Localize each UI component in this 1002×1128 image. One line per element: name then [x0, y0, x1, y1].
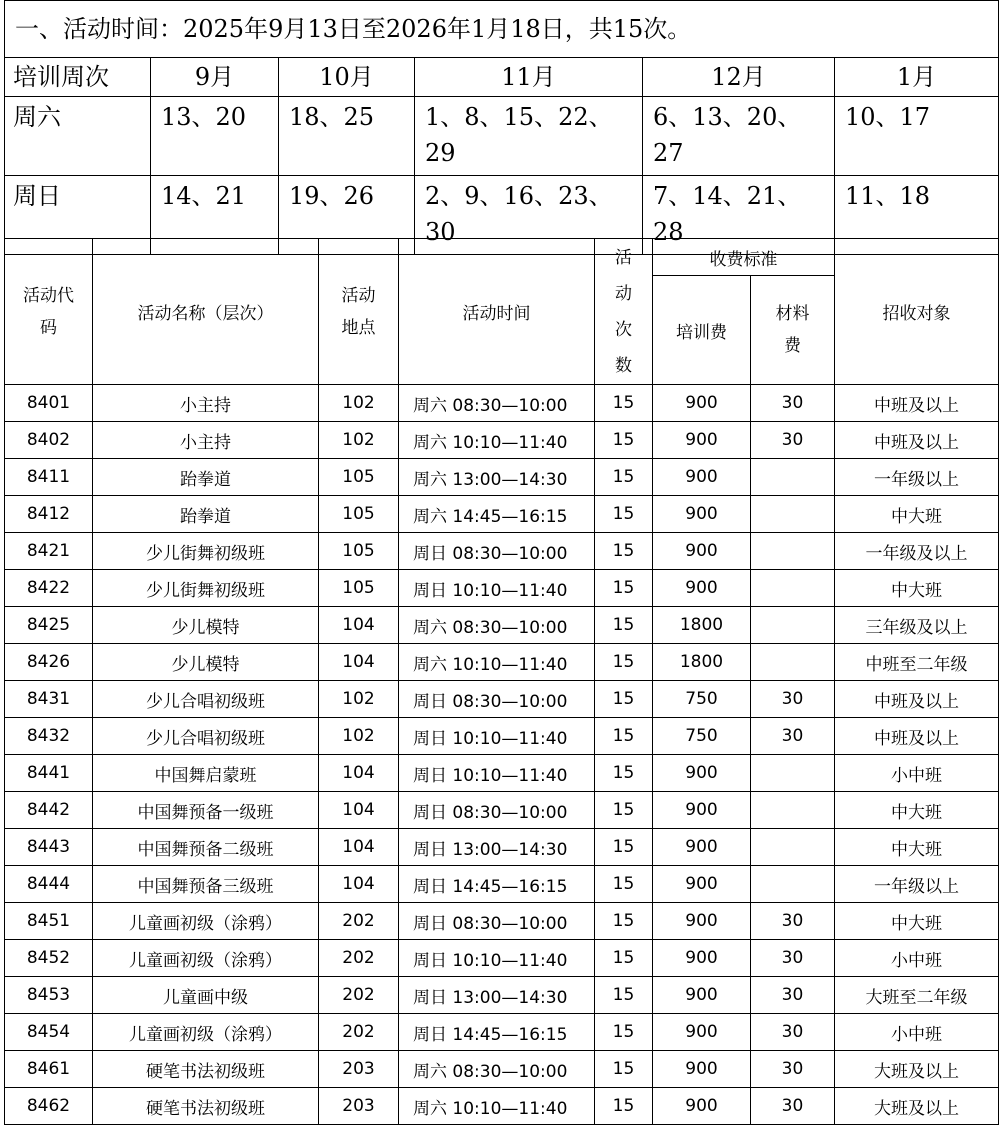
training-fee-cell: 900 [653, 903, 751, 940]
table-row [5, 422, 999, 459]
month-header: 12月 [643, 58, 835, 97]
day-label-saturday: 周六 [5, 97, 151, 176]
location-cell: 203 [319, 1088, 399, 1125]
material-fee-cell [751, 866, 835, 903]
target-cell: 小中班 [835, 1014, 999, 1051]
time-cell: 周六 10:10—11:40 [399, 644, 595, 681]
name-cell: 硬笔书法初级班 [93, 1088, 319, 1125]
time-cell: 周日 08:30—10:00 [399, 903, 595, 940]
day-label-sunday: 周日 [5, 176, 151, 255]
code-cell: 8422 [5, 570, 93, 607]
target-cell: 大班及以上 [835, 1088, 999, 1125]
header-material-fee [751, 276, 835, 385]
code-cell: 8461 [5, 1051, 93, 1088]
location-cell: 102 [319, 718, 399, 755]
sessions-cell: 15 [595, 681, 653, 718]
header-location-text: 活动地点 [341, 285, 376, 338]
time-cell: 周六 08:30—10:00 [399, 1051, 595, 1088]
material-fee-cell [751, 829, 835, 866]
table-row [5, 1014, 999, 1051]
sessions-cell: 15 [595, 533, 653, 570]
page-title: 一、活动时间：2025年9月13日至2026年1月18日，共15次。 [5, 1, 999, 58]
sessions-cell: 15 [595, 940, 653, 977]
location-cell: 104 [319, 866, 399, 903]
table-row [5, 533, 999, 570]
sessions-cell: 15 [595, 866, 653, 903]
target-cell: 中大班 [835, 792, 999, 829]
month-header: 10月 [279, 58, 415, 97]
code-cell: 8451 [5, 903, 93, 940]
sessions-cell: 15 [595, 829, 653, 866]
name-cell: 硬笔书法初级班 [93, 1051, 319, 1088]
code-cell: 8402 [5, 422, 93, 459]
table-row [5, 977, 999, 1014]
location-cell: 102 [319, 385, 399, 422]
code-cell: 8442 [5, 792, 93, 829]
code-cell: 8441 [5, 755, 93, 792]
time-cell: 周日 10:10—11:40 [399, 718, 595, 755]
code-cell: 8443 [5, 829, 93, 866]
header-sessions [595, 239, 653, 385]
training-fee-cell: 750 [653, 718, 751, 755]
time-cell: 周日 08:30—10:00 [399, 533, 595, 570]
location-cell: 203 [319, 1051, 399, 1088]
target-cell: 中大班 [835, 903, 999, 940]
location-cell: 202 [319, 1014, 399, 1051]
location-cell: 104 [319, 607, 399, 644]
training-fee-cell: 900 [653, 422, 751, 459]
schedule-header-label: 培训周次 [5, 58, 151, 97]
target-cell: 一年级以上 [835, 866, 999, 903]
training-fee-cell: 900 [653, 533, 751, 570]
location-cell: 105 [319, 459, 399, 496]
date-cell: 6、13、20、27 [643, 97, 835, 176]
time-cell: 周日 10:10—11:40 [399, 570, 595, 607]
time-cell: 周六 13:00—14:30 [399, 459, 595, 496]
material-fee-cell: 30 [751, 422, 835, 459]
training-fee-cell: 900 [653, 1088, 751, 1125]
code-cell: 8412 [5, 496, 93, 533]
training-fee-cell: 900 [653, 496, 751, 533]
table-row [5, 681, 999, 718]
material-fee-cell: 30 [751, 977, 835, 1014]
location-cell: 104 [319, 644, 399, 681]
code-cell: 8411 [5, 459, 93, 496]
material-fee-cell: 30 [751, 903, 835, 940]
name-cell: 少儿街舞初级班 [93, 533, 319, 570]
course-table [4, 238, 999, 1125]
code-cell: 8462 [5, 1088, 93, 1125]
code-cell: 8454 [5, 1014, 93, 1051]
table-row [5, 570, 999, 607]
table-row [5, 496, 999, 533]
sessions-cell: 15 [595, 903, 653, 940]
date-cell: 13、20 [151, 97, 279, 176]
target-cell: 小中班 [835, 940, 999, 977]
code-cell: 8431 [5, 681, 93, 718]
code-cell: 8421 [5, 533, 93, 570]
header-target: 招收对象 [835, 239, 999, 385]
schedule-table [4, 0, 999, 255]
name-cell: 小主持 [93, 422, 319, 459]
table-row [5, 607, 999, 644]
table-row [5, 903, 999, 940]
location-cell: 202 [319, 940, 399, 977]
table-row [5, 829, 999, 866]
header-sessions-text: 活动次数 [615, 247, 632, 376]
sessions-cell: 15 [595, 496, 653, 533]
target-cell: 中班及以上 [835, 681, 999, 718]
sessions-cell: 15 [595, 1014, 653, 1051]
course-rows [5, 385, 999, 1125]
training-fee-cell: 900 [653, 459, 751, 496]
name-cell: 中国舞启蒙班 [93, 755, 319, 792]
target-cell: 一年级及以上 [835, 533, 999, 570]
target-cell: 大班至二年级 [835, 977, 999, 1014]
date-cell: 1、8、15、22、29 [415, 97, 643, 176]
code-cell: 8432 [5, 718, 93, 755]
location-cell: 104 [319, 792, 399, 829]
training-fee-cell: 900 [653, 570, 751, 607]
sessions-cell: 15 [595, 1051, 653, 1088]
training-fee-cell: 900 [653, 829, 751, 866]
name-cell: 儿童画中级 [93, 977, 319, 1014]
material-fee-cell: 30 [751, 681, 835, 718]
location-cell: 102 [319, 422, 399, 459]
table-row [5, 755, 999, 792]
location-cell: 202 [319, 903, 399, 940]
code-cell: 8444 [5, 866, 93, 903]
location-cell: 102 [319, 681, 399, 718]
target-cell: 中班至二年级 [835, 644, 999, 681]
date-cell: 7、14、21、28 [643, 176, 835, 255]
training-fee-cell: 900 [653, 385, 751, 422]
training-fee-cell: 900 [653, 792, 751, 829]
name-cell: 儿童画初级（涂鸦） [93, 903, 319, 940]
name-cell: 中国舞预备三级班 [93, 866, 319, 903]
name-cell: 少儿合唱初级班 [93, 681, 319, 718]
location-cell: 105 [319, 496, 399, 533]
time-cell: 周日 13:00—14:30 [399, 829, 595, 866]
time-cell: 周六 14:45—16:15 [399, 496, 595, 533]
sessions-cell: 15 [595, 570, 653, 607]
name-cell: 小主持 [93, 385, 319, 422]
time-cell: 周六 08:30—10:00 [399, 607, 595, 644]
time-cell: 周日 13:00—14:30 [399, 977, 595, 1014]
time-cell: 周日 14:45—16:15 [399, 1014, 595, 1051]
material-fee-cell [751, 496, 835, 533]
name-cell: 少儿模特 [93, 644, 319, 681]
material-fee-cell: 30 [751, 1051, 835, 1088]
table-row [5, 718, 999, 755]
table-row [5, 459, 999, 496]
date-cell: 11、18 [835, 176, 999, 255]
table-row [5, 644, 999, 681]
time-cell: 周日 08:30—10:00 [399, 792, 595, 829]
material-fee-cell: 30 [751, 940, 835, 977]
sessions-cell: 15 [595, 644, 653, 681]
training-fee-cell: 900 [653, 1014, 751, 1051]
date-cell: 2、9、16、23、30 [415, 176, 643, 255]
time-cell: 周六 08:30—10:00 [399, 385, 595, 422]
month-header: 11月 [415, 58, 643, 97]
location-cell: 104 [319, 829, 399, 866]
time-cell: 周日 10:10—11:40 [399, 755, 595, 792]
sessions-cell: 15 [595, 977, 653, 1014]
sessions-cell: 15 [595, 718, 653, 755]
name-cell: 儿童画初级（涂鸦） [93, 940, 319, 977]
sessions-cell: 15 [595, 792, 653, 829]
time-cell: 周日 14:45—16:15 [399, 866, 595, 903]
header-location [319, 239, 399, 385]
sessions-cell: 15 [595, 755, 653, 792]
sessions-cell: 15 [595, 422, 653, 459]
header-fee-group: 收费标准 [653, 239, 835, 276]
name-cell: 跆拳道 [93, 459, 319, 496]
table-row [5, 1051, 999, 1088]
material-fee-cell: 30 [751, 1014, 835, 1051]
material-fee-cell [751, 570, 835, 607]
table-row [5, 385, 999, 422]
material-fee-cell: 30 [751, 385, 835, 422]
training-fee-cell: 900 [653, 866, 751, 903]
location-cell: 202 [319, 977, 399, 1014]
training-fee-cell: 900 [653, 755, 751, 792]
location-cell: 105 [319, 570, 399, 607]
sessions-cell: 15 [595, 1088, 653, 1125]
table-row [5, 940, 999, 977]
material-fee-cell [751, 607, 835, 644]
target-cell: 中大班 [835, 829, 999, 866]
material-fee-cell: 30 [751, 718, 835, 755]
target-cell: 中班及以上 [835, 385, 999, 422]
name-cell: 少儿模特 [93, 607, 319, 644]
month-header: 9月 [151, 58, 279, 97]
sessions-cell: 15 [595, 607, 653, 644]
time-cell: 周日 10:10—11:40 [399, 940, 595, 977]
code-cell: 8453 [5, 977, 93, 1014]
target-cell: 中大班 [835, 496, 999, 533]
month-header: 1月 [835, 58, 999, 97]
training-fee-cell: 1800 [653, 607, 751, 644]
date-cell: 19、26 [279, 176, 415, 255]
name-cell: 少儿街舞初级班 [93, 570, 319, 607]
header-time: 活动时间 [399, 239, 595, 385]
time-cell: 周六 10:10—11:40 [399, 1088, 595, 1125]
header-material-fee-text: 材料费 [775, 304, 810, 356]
training-fee-cell: 750 [653, 681, 751, 718]
code-cell: 8401 [5, 385, 93, 422]
name-cell: 少儿合唱初级班 [93, 718, 319, 755]
date-cell: 18、25 [279, 97, 415, 176]
name-cell: 儿童画初级（涂鸦） [93, 1014, 319, 1051]
header-training-fee: 培训费 [653, 276, 751, 385]
material-fee-cell [751, 755, 835, 792]
target-cell: 小中班 [835, 755, 999, 792]
time-cell: 周六 10:10—11:40 [399, 422, 595, 459]
sessions-cell: 15 [595, 459, 653, 496]
table-row [5, 866, 999, 903]
target-cell: 中大班 [835, 570, 999, 607]
date-cell: 10、17 [835, 97, 999, 176]
target-cell: 中班及以上 [835, 422, 999, 459]
table-row [5, 792, 999, 829]
code-cell: 8426 [5, 644, 93, 681]
material-fee-cell [751, 533, 835, 570]
material-fee-cell [751, 459, 835, 496]
training-fee-cell: 900 [653, 1051, 751, 1088]
material-fee-cell: 30 [751, 1088, 835, 1125]
date-cell: 14、21 [151, 176, 279, 255]
sessions-cell: 15 [595, 385, 653, 422]
name-cell: 中国舞预备二级班 [93, 829, 319, 866]
target-cell: 大班及以上 [835, 1051, 999, 1088]
target-cell: 三年级及以上 [835, 607, 999, 644]
training-fee-cell: 900 [653, 940, 751, 977]
material-fee-cell [751, 792, 835, 829]
name-cell: 中国舞预备一级班 [93, 792, 319, 829]
code-cell: 8425 [5, 607, 93, 644]
target-cell: 中班及以上 [835, 718, 999, 755]
header-name: 活动名称（层次） [93, 239, 319, 385]
location-cell: 105 [319, 533, 399, 570]
time-cell: 周日 08:30—10:00 [399, 681, 595, 718]
location-cell: 104 [319, 755, 399, 792]
training-fee-cell: 900 [653, 977, 751, 1014]
code-cell: 8452 [5, 940, 93, 977]
material-fee-cell [751, 644, 835, 681]
header-code [5, 239, 93, 385]
training-fee-cell: 1800 [653, 644, 751, 681]
table-row [5, 1088, 999, 1125]
header-code-text: 活动代码 [22, 285, 74, 338]
target-cell: 一年级以上 [835, 459, 999, 496]
name-cell: 跆拳道 [93, 496, 319, 533]
